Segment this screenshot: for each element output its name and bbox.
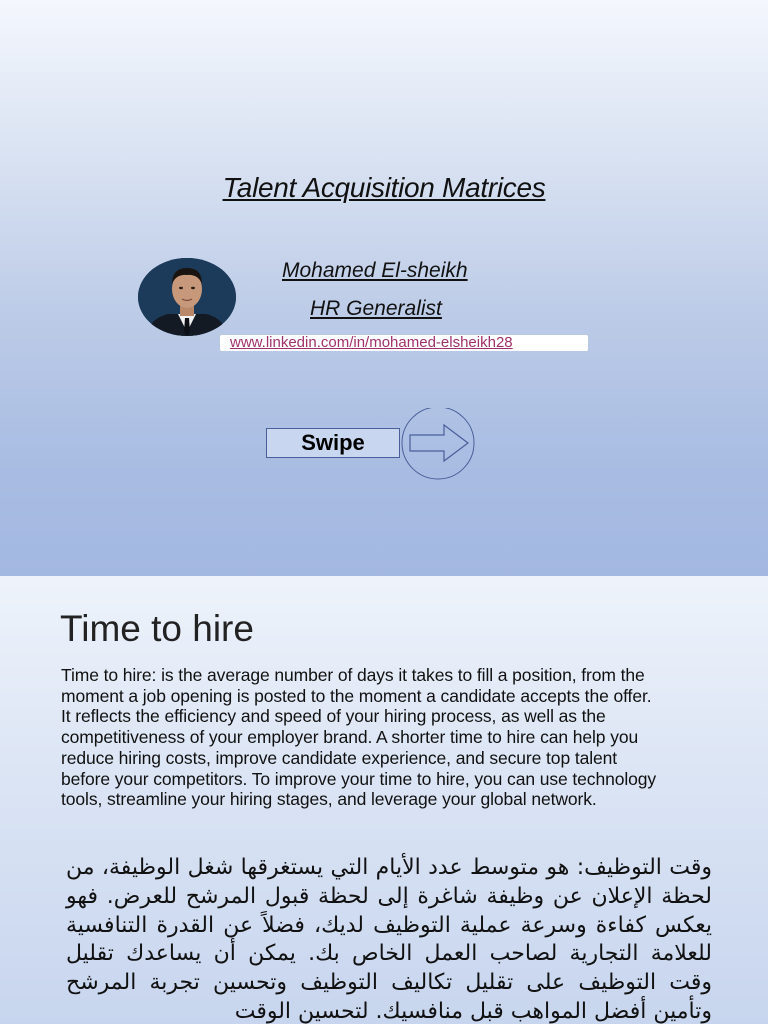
author-role: HR Generalist — [310, 297, 442, 320]
profile-link[interactable]: www.linkedin.com/in/mohamed-elsheikh28 — [230, 334, 513, 351]
section-body-arabic: وقت التوظيف: هو متوسط عدد الأيام التي يستغرقها شغل الوظيفة، من لحظة الإعلان عن وظيفة شاغرة إلى لحظة قبول المرشح للعرض. فهو يعكس كفاءة وسرعة عملية التوظيف لديك، فضلاً عن القدرة التنافسية للعلامة التجارية لصاحب العمل الخاص بك. يمكن أن يساعدك تقليل وقت التوظيف على تقليل تكاليف التوظيف وتحسين تجربة المرشح وتأمين أفضل المواهب قبل منافسيك. لتحسين الوقت — [66, 855, 712, 1024]
author-name: Mohamed El-sheikh — [282, 259, 468, 282]
swipe-label: Swipe — [301, 430, 365, 455]
cover-title: Talent Acquisition Matrices — [222, 172, 546, 203]
section-heading: Time to hire — [60, 608, 254, 649]
right-arrow-circle-icon[interactable] — [400, 408, 478, 485]
section-body-english: Time to hire: is the average number of days it takes to fill a position, from the moment a job opening is posted to the moment a candidate accepts the offer. It reflects the efficiency and speed of your hiring process, as well as the competitiveness of your employer brand. A shorter time to hire can help you reduce hiring costs, improve candidate experience, and secure top talent before your competitors. To improve your time to hire, you can use technology tools, streamline your hiring stages, and leverage your global network. — [61, 665, 657, 810]
person-portrait-icon — [138, 258, 236, 336]
